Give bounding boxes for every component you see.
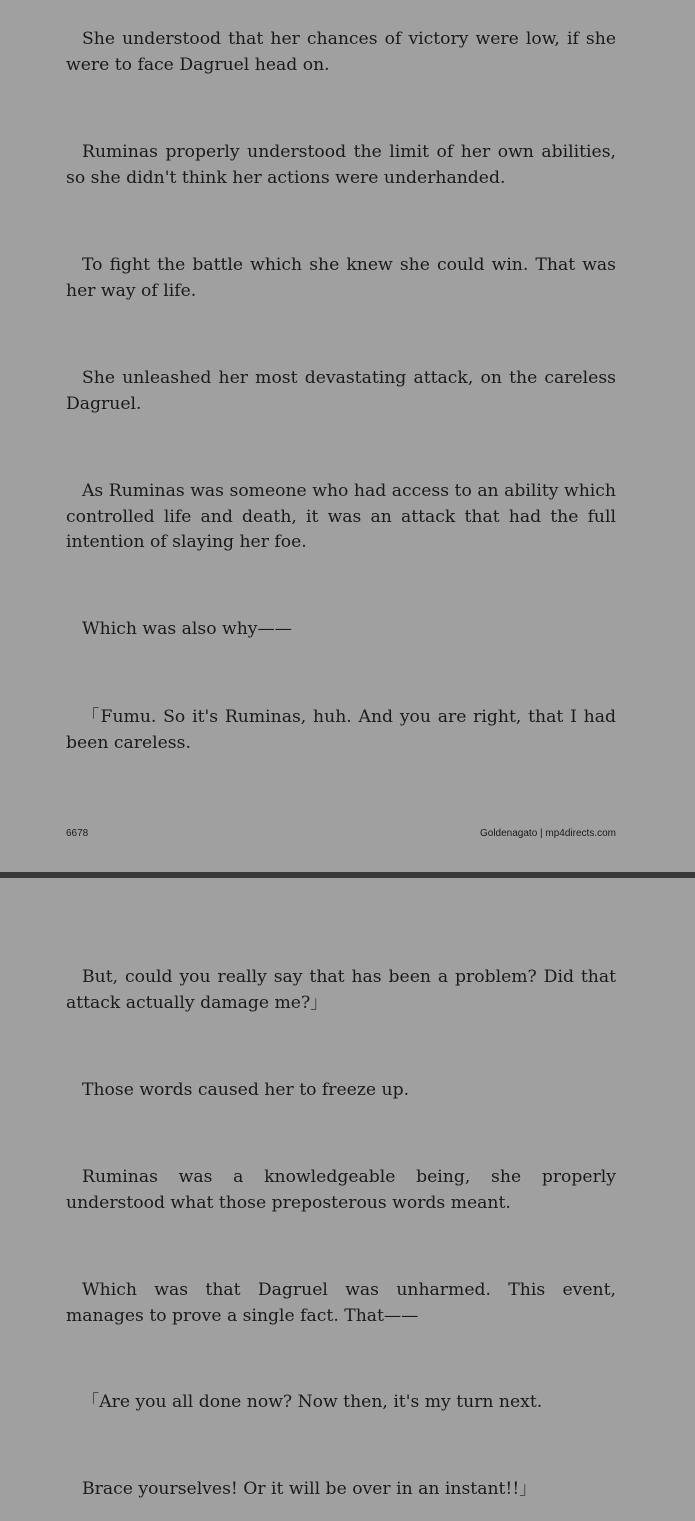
page-credit: Goldenagato | mp4directs.com xyxy=(479,828,616,839)
paragraph: She unleashed her most devastating attack, on the careless Dagruel. xyxy=(66,368,616,414)
paragraph: She understood that her chances of victory were low, if she were to face Dagruel head on. xyxy=(66,29,616,75)
ebook-page-bottom xyxy=(0,878,695,1521)
paragraph: Which was that Dagruel was unharmed. This event, manages to prove a single fact. That—— xyxy=(66,1280,616,1326)
paragraph: 「Fumu. So it's Ruminas, huh. And you are right, that I had been careless. xyxy=(66,707,616,753)
paragraph: Which was also why—— xyxy=(82,619,292,639)
paragraph: To fight the battle which she knew she could win. That was her way of life. xyxy=(66,255,616,301)
paragraph: Those words caused her to freeze up. xyxy=(82,1080,410,1100)
paragraph: As Ruminas was someone who had access to an ability which controlled life and death, it was an attack that had the full intention of slaying her foe. xyxy=(66,481,616,552)
paragraph: 「Are you all done now? Now then, it's my turn next. xyxy=(82,1392,543,1412)
paragraph: Ruminas properly understood the limit of her own abilities, so she didn't think her actions were underhanded. xyxy=(66,142,616,188)
paragraph: But, could you really say that has been a problem? Did that attack actually damage me?」 xyxy=(66,967,616,1013)
paragraph: Brace yourselves! Or it will be over in an instant!!」 xyxy=(82,1479,537,1499)
paragraph: Ruminas was a knowledgeable being, she properly understood what those preposterous words meant. xyxy=(66,1167,616,1213)
page-number: 6678 xyxy=(66,828,89,839)
